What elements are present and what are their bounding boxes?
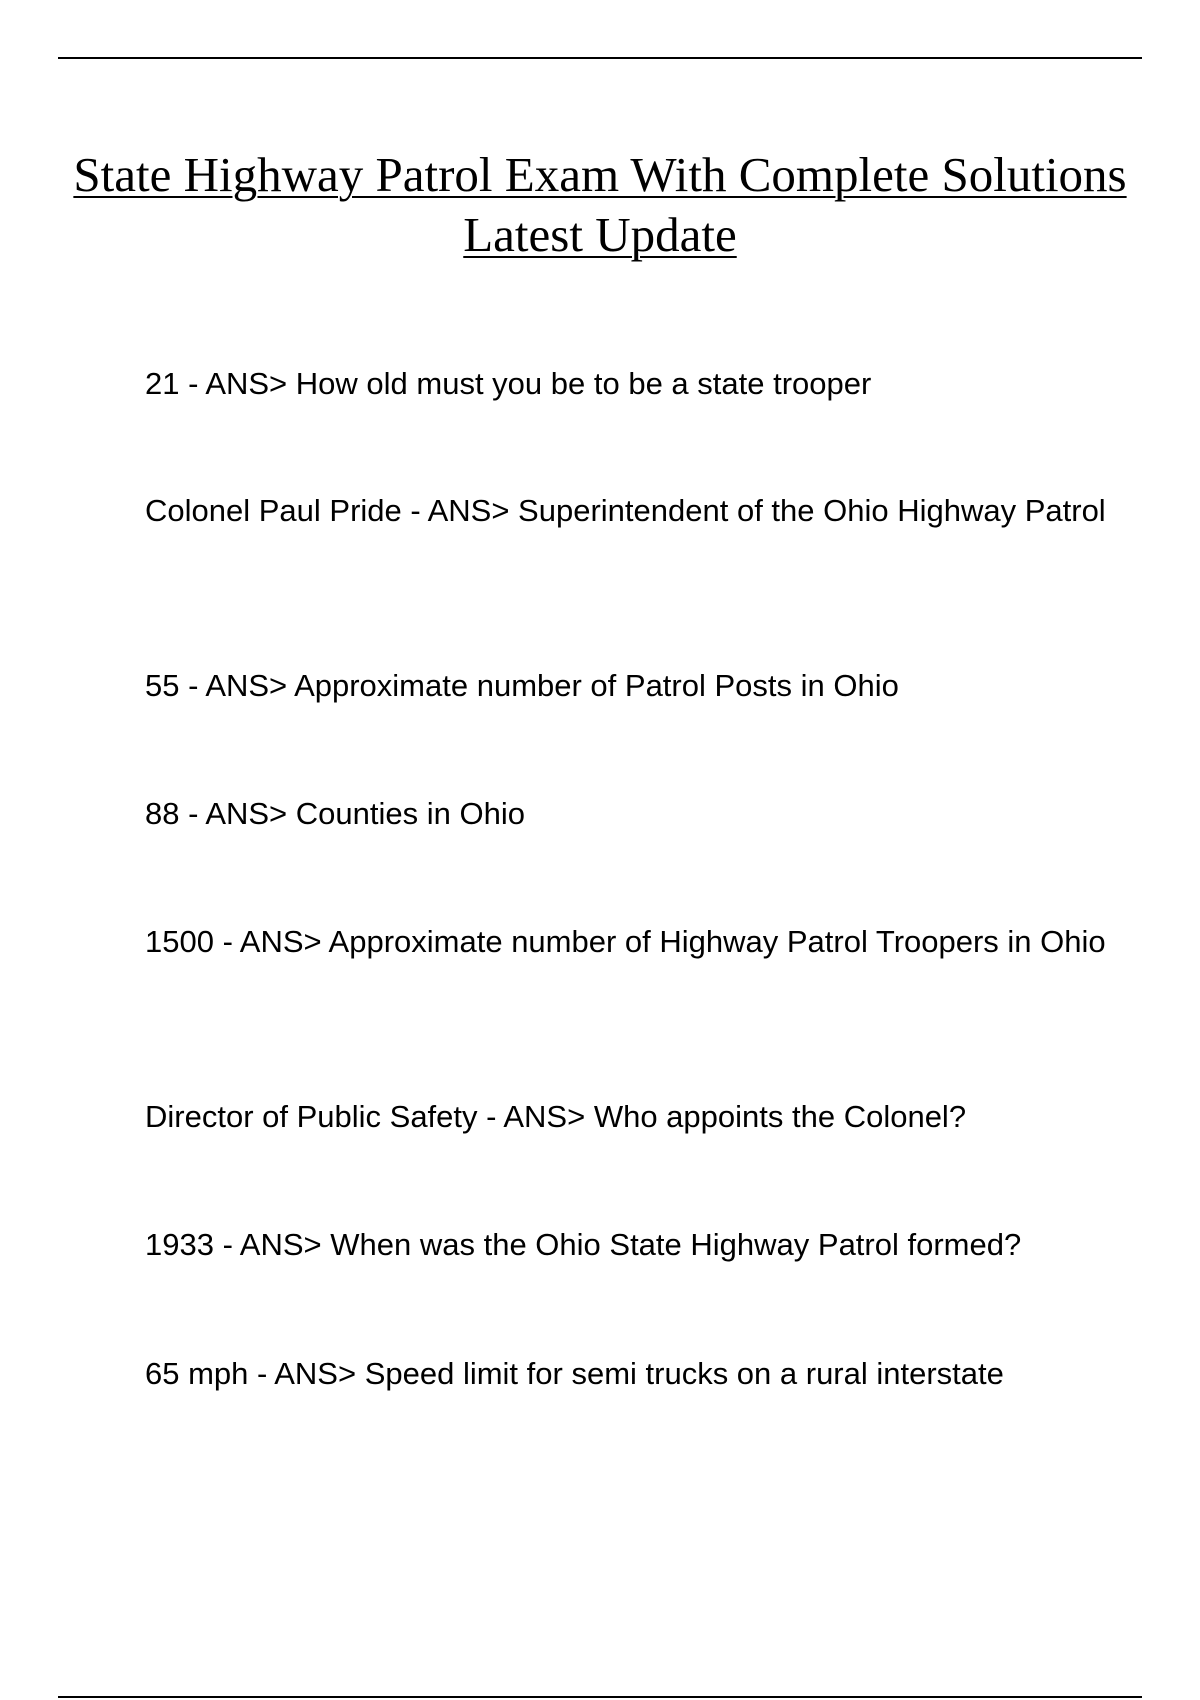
document-title: State Highway Patrol Exam With Complete Solutions Latest Update bbox=[73, 147, 1127, 262]
qa-item: Director of Public Safety - ANS> Who appoints the Colonel? bbox=[145, 1099, 967, 1134]
qa-item: 55 - ANS> Approximate number of Patrol Posts in Ohio bbox=[145, 668, 899, 703]
qa-item: 21 - ANS> How old must you be to be a state trooper bbox=[145, 366, 872, 401]
qa-item: 88 - ANS> Counties in Ohio bbox=[145, 796, 525, 831]
qa-item: 65 mph - ANS> Speed limit for semi trucks on a rural interstate bbox=[145, 1356, 1004, 1391]
header-rule bbox=[58, 57, 1142, 59]
footer-rule bbox=[58, 1696, 1142, 1698]
qa-item: Colonel Paul Pride - ANS> Superintendent of the Ohio Highway Patrol bbox=[145, 493, 1106, 528]
qa-item: 1500 - ANS> Approximate number of Highway Patrol Troopers in Ohio bbox=[145, 924, 1106, 959]
qa-item: 1933 - ANS> When was the Ohio State Highway Patrol formed? bbox=[145, 1227, 1022, 1262]
